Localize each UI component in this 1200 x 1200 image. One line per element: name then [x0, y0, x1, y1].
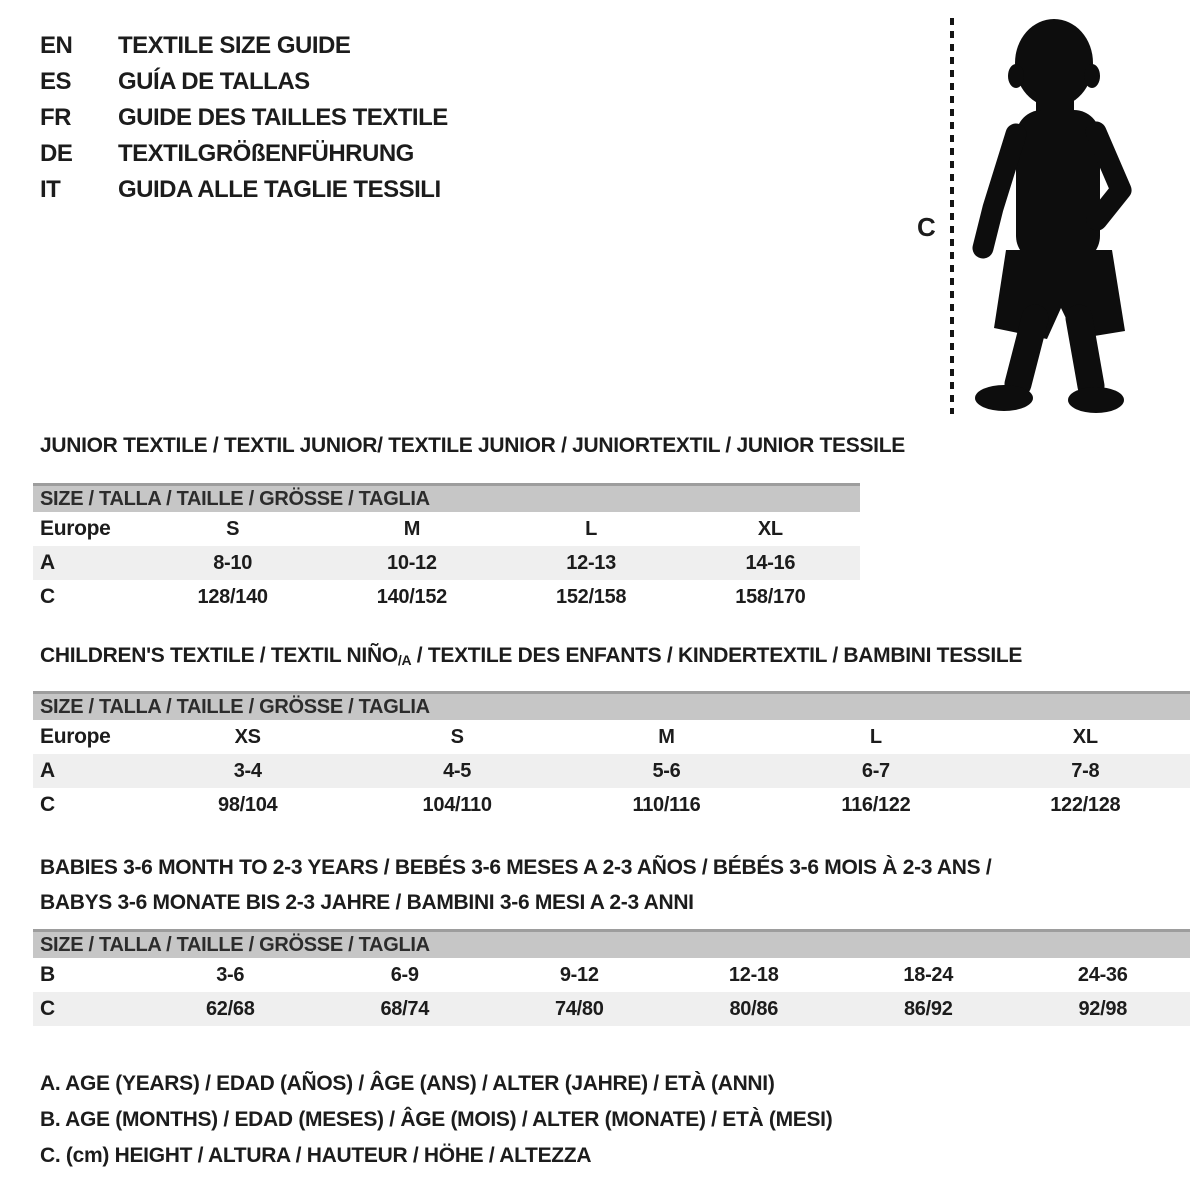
lang-row-de [40, 136, 448, 172]
babies-section-title [40, 850, 1190, 920]
lang-code: ES [40, 68, 72, 95]
height-cell: 74/80 [554, 997, 604, 1020]
children-row-europe [33, 720, 1190, 754]
babies-size-header: SIZE / TALLA / TAILLE / GRÖSSE / TAGLIA [33, 929, 1190, 958]
junior-row-height [33, 580, 860, 614]
months-cell: 6-9 [390, 963, 419, 986]
size-cell: L [869, 725, 882, 748]
toddler-silhouette-icon [972, 18, 1142, 414]
height-cell: 110/116 [632, 793, 701, 816]
lang-code: FR [40, 104, 71, 131]
junior-section [33, 434, 905, 614]
height-cell: 158/170 [735, 585, 806, 608]
note-age-years: A. AGE (YEARS) / EDAD (AÑOS) / ÂGE (ANS) / ALTER (JAHRE) / ETÀ (ANNI) [40, 1072, 775, 1095]
lang-code: DE [40, 140, 73, 167]
months-cell: 12-18 [728, 963, 779, 986]
height-cell: 140/152 [376, 585, 447, 608]
height-cell: 152/158 [556, 585, 627, 608]
junior-section-title: JUNIOR TEXTILE / TEXTIL JUNIOR/ TEXTILE JUNIOR / JUNIORTEXTIL / JUNIOR TESSILE [40, 434, 905, 457]
size-cell: M [403, 517, 421, 540]
size-cell: XL [1072, 725, 1098, 748]
children-title-sub: /A [397, 652, 412, 668]
height-cell: 122/128 [1050, 793, 1121, 816]
toddler-figure [905, 14, 1195, 426]
height-cell: 92/98 [1078, 997, 1128, 1020]
months-cell: 9-12 [559, 963, 599, 986]
size-cell: M [658, 725, 675, 748]
row-label: C [40, 793, 55, 816]
age-cell: 14-16 [745, 551, 796, 574]
row-label: Europe [40, 725, 111, 748]
babies-row-height [33, 992, 1190, 1026]
lang-code: EN [40, 32, 73, 59]
height-cell: 80/86 [729, 997, 779, 1020]
height-cell: 116/122 [841, 793, 911, 816]
lang-title: GUIDE DES TAILLES TEXTILE [118, 104, 448, 131]
age-cell: 6-7 [861, 759, 890, 782]
babies-title-line1: BABIES 3-6 MONTH TO 2-3 YEARS / BEBÉS 3-6 MESES A 2-3 AÑOS / BÉBÉS 3-6 MOIS À 2-3 ANS / [40, 856, 992, 879]
lang-row-en [40, 28, 448, 64]
age-cell: 4-5 [443, 759, 472, 782]
junior-row-europe [33, 512, 860, 546]
lang-row-es [40, 64, 448, 100]
months-cell: 18-24 [903, 963, 954, 986]
size-cell: L [585, 517, 598, 540]
height-cell: 98/104 [218, 793, 278, 816]
children-title-part1: CHILDREN'S TEXTILE / TEXTIL NIÑO [40, 644, 398, 667]
note-age-months: B. AGE (MONTHS) / EDAD (MESES) / ÂGE (MOIS) / ALTER (MONATE) / ETÀ (MESI) [40, 1108, 833, 1131]
note-height-cm: C. (cm) HEIGHT / ALTURA / HAUTEUR / HÖHE / ALTEZZA [40, 1144, 592, 1167]
children-row-height [33, 788, 1190, 822]
height-cell: 104/110 [422, 793, 492, 816]
lang-title: TEXTILGRÖßENFÜHRUNG [118, 140, 414, 167]
row-label: C [40, 997, 55, 1020]
age-cell: 3-4 [233, 759, 262, 782]
lang-title: GUÍA DE TALLAS [118, 68, 310, 95]
height-cell: 62/68 [205, 997, 255, 1020]
children-section [33, 644, 1190, 822]
junior-size-header: SIZE / TALLA / TAILLE / GRÖSSE / TAGLIA [33, 483, 860, 512]
lang-code: IT [40, 176, 61, 203]
row-label: B [40, 963, 55, 986]
children-size-header: SIZE / TALLA / TAILLE / GRÖSSE / TAGLIA [33, 691, 1190, 720]
legend-notes [40, 1066, 832, 1174]
height-cell: 86/92 [903, 997, 953, 1020]
babies-section [33, 850, 1190, 1026]
size-cell: S [450, 725, 464, 748]
age-cell: 12-13 [566, 551, 616, 574]
children-title-part2: / TEXTILE DES ENFANTS / KINDERTEXTIL / BAMBINI TESSILE [411, 644, 1023, 667]
junior-row-age [33, 546, 860, 580]
size-cell: S [226, 517, 240, 540]
height-dashed-line [950, 18, 954, 414]
age-cell: 5-6 [652, 759, 681, 782]
children-row-age [33, 754, 1190, 788]
row-label: A [40, 759, 55, 782]
lang-row-fr [40, 100, 448, 136]
children-section-title [40, 644, 1190, 669]
row-label: C [40, 585, 55, 608]
months-cell: 24-36 [1077, 963, 1128, 986]
age-cell: 10-12 [387, 551, 437, 574]
size-cell: XL [757, 517, 783, 540]
row-label: Europe [40, 517, 111, 540]
lang-title: GUIDA ALLE TAGLIE TESSILI [118, 176, 441, 203]
months-cell: 3-6 [216, 963, 245, 986]
height-cell: 68/74 [380, 997, 430, 1020]
babies-row-months [33, 958, 1190, 992]
age-cell: 7-8 [1071, 759, 1100, 782]
babies-title-line2: BABYS 3-6 MONATE BIS 2-3 JAHRE / BAMBINI 3-6 MESI A 2-3 ANNI [40, 891, 694, 914]
language-title-list [40, 28, 448, 208]
lang-title: TEXTILE SIZE GUIDE [118, 32, 351, 59]
size-cell: XS [234, 725, 261, 748]
height-c-label: C [917, 212, 936, 242]
height-cell: 128/140 [197, 585, 268, 608]
row-label: A [40, 551, 55, 574]
lang-row-it [40, 172, 448, 208]
age-cell: 8-10 [213, 551, 253, 574]
